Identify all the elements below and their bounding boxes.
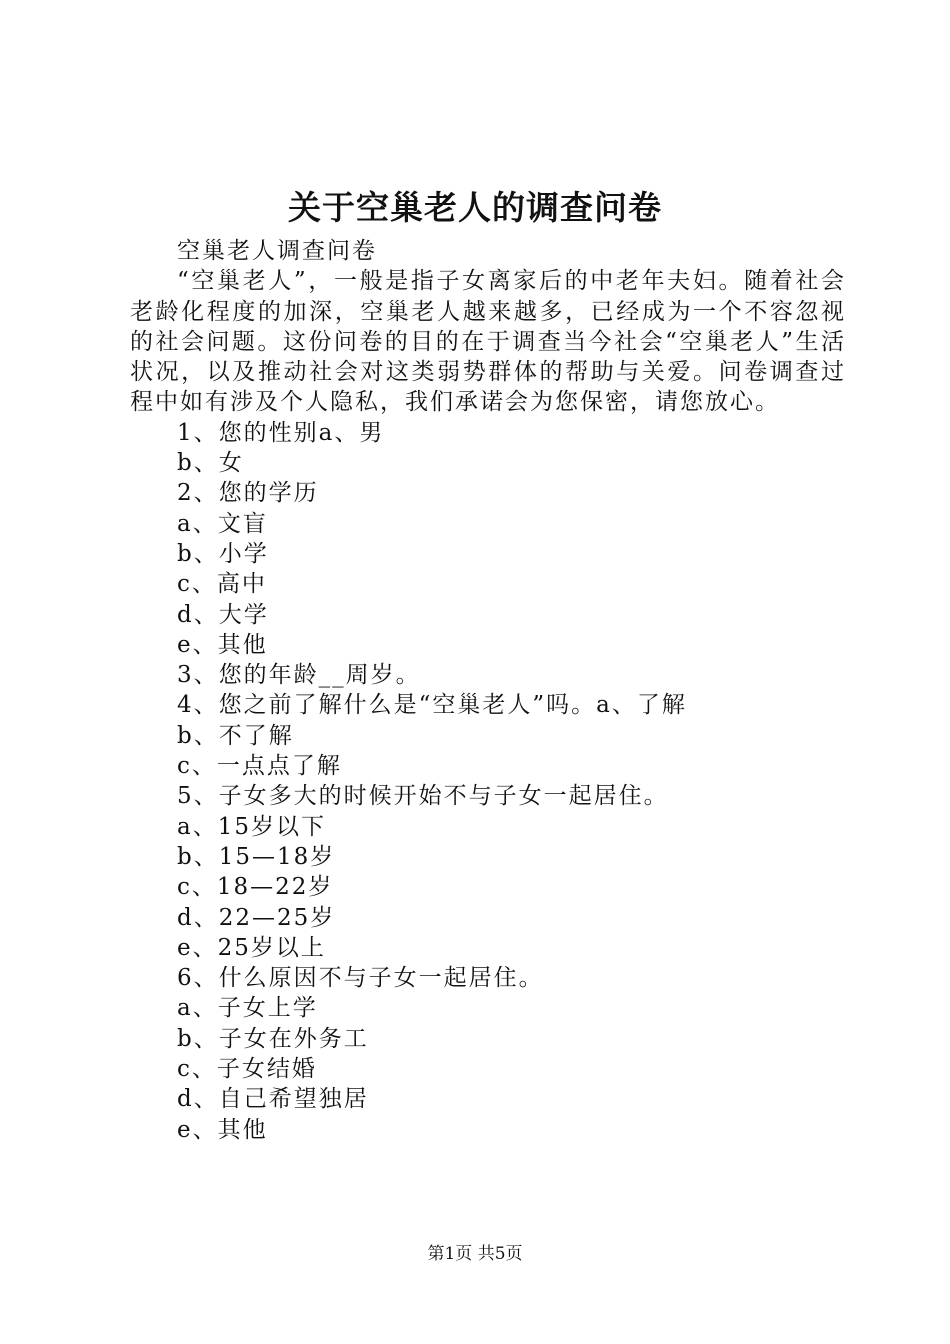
option-line: c、18—22岁 <box>177 874 334 901</box>
option-line: b、15—18岁 <box>177 843 336 870</box>
question-line: 3、您的年龄__周岁。 <box>177 662 421 689</box>
question-line: 5、子女多大的时候开始不与子女一起居住。 <box>177 783 669 810</box>
intro-paragraph: “空巢老人”，一般是指子女离家后的中老年夫妇。随着社会老龄化程度的加深，空巢老人越来越多，已经成为一个不容忽视的社会问题。这份问卷的目的在于调查当今社会“空巢老人”生活状况，以及推动社会对这类弱势群体的帮助与关爱。问卷调查过程中如有涉及个人隐私，我们承诺会为您保密，请您放心。 <box>130 268 846 416</box>
option-line: d、22—25岁 <box>177 904 336 931</box>
option-line: b、不了解 <box>177 722 294 749</box>
option-line: c、子女结婚 <box>177 1056 317 1083</box>
question-line: 6、什么原因不与子女一起居住。 <box>177 965 544 992</box>
option-line: b、子女在外务工 <box>177 1025 369 1052</box>
document-body <box>130 236 846 1145</box>
option-line: a、文盲 <box>177 510 268 537</box>
question-line: 4、您之前了解什么是“空巢老人”吗。a、了解 <box>177 692 687 719</box>
option-line: b、女 <box>177 450 244 477</box>
option-line: d、大学 <box>177 601 269 628</box>
document-title: 关于空巢老人的调查问卷 <box>288 188 662 227</box>
option-line: b、小学 <box>177 540 269 567</box>
option-line: e、其他 <box>177 631 268 658</box>
option-line: e、25岁以上 <box>177 934 326 961</box>
page-footer: 第1页 共5页 <box>427 1244 523 1264</box>
option-line: c、高中 <box>177 571 267 598</box>
option-line: a、15岁以下 <box>177 813 326 840</box>
option-line: c、一点点了解 <box>177 753 342 780</box>
option-line: e、其他 <box>177 1116 268 1143</box>
document-subtitle: 空巢老人调查问卷 <box>177 238 377 264</box>
question-line: 1、您的性别a、男 <box>177 419 385 446</box>
option-line: a、子女上学 <box>177 995 318 1022</box>
question-line: 2、您的学历 <box>177 480 319 507</box>
option-line: d、自己希望独居 <box>177 1086 369 1113</box>
